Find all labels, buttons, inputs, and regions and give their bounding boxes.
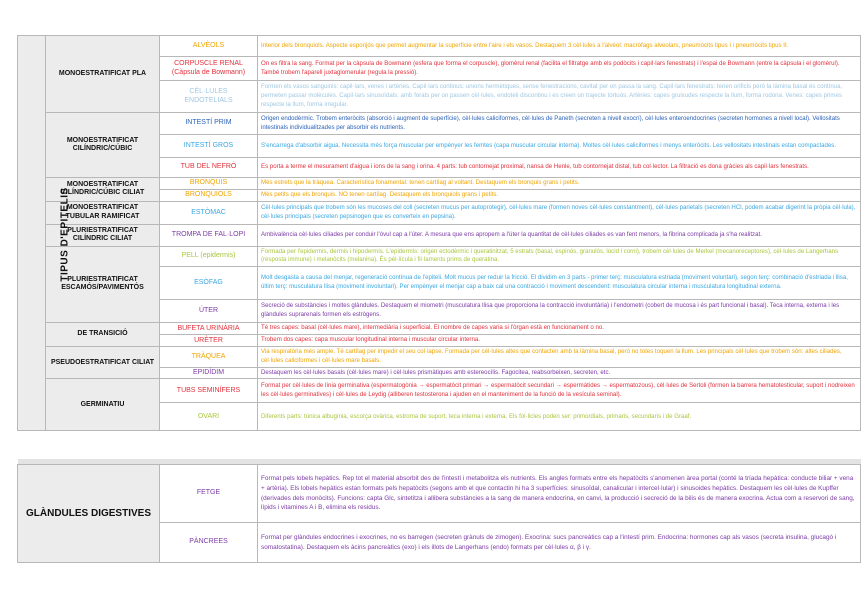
- organ-name: [160, 346, 258, 367]
- gland-category: GLÀNDULES DIGESTIVES: [18, 465, 160, 563]
- organ-name-text: BUFETA URINÀRIA: [177, 324, 240, 332]
- organ-name: [160, 367, 258, 379]
- organ-name-text: INTESTÍ GROS: [183, 141, 234, 149]
- organ-name-note: ENDOTELIALS: [184, 96, 233, 104]
- organ-name: [160, 158, 258, 178]
- organ-description: Es porta a terme el mesurament d'aigua i ions de la sang i orina. 4 parts: tub contornejat proximal, nansa de Henle, tub contornejat distal, tub col·lector. La filtració es dona gràcies als capil·lars fenestrats.: [258, 158, 861, 178]
- organ-description: Molt desgasta a causa del menjar, regeneració contínua de l'epiteli. Molt mucus per reduir la fricció. El dividim en 3 parts - primer terç: musculatura estriada (moviment voluntari), segon terç: combinació d'estriada i llisa, últim terç: musculatura llisa (moviment involuntari). Per empènyer el menjar cap a baix cal una contracció i moviment descendent: musculatura circular interna i musculatura longitudinal externa.: [258, 267, 861, 300]
- epithelium-row: [18, 178, 861, 190]
- organ-name: [160, 323, 258, 335]
- organ-name-text: BRONQUIOLS: [185, 191, 232, 199]
- organ-name: [160, 246, 258, 267]
- epithelium-category: MONOESTRATIFICAT PLA: [46, 36, 160, 113]
- organ-description: Via respiratòria més ample. Té cartílag per impedir el seu col·lapse. Formada per cèl·lules altes que contacten amb la làmina basal, però no totes toquen la llum. Les principals cèl·lules que trobem són: altes ciliades, cèl·lules caliciformes i cèl·lules mare basals.: [258, 346, 861, 367]
- organ-name: [160, 135, 258, 158]
- organ-description: Trobem dos capes: capa muscular longitudinal interna i muscular circular interna.: [258, 335, 861, 347]
- epithelium-row: [18, 224, 861, 246]
- epithelia-table: [17, 35, 861, 431]
- organ-name: [160, 300, 258, 323]
- organ-name: [160, 36, 258, 57]
- organ-name: [160, 57, 258, 81]
- organ-name: [160, 335, 258, 347]
- epithelium-row: [18, 36, 861, 57]
- epithelium-category: MONOESTRATIFICAT CILÍNDRIC/CÚBIC CILIAT: [46, 178, 160, 202]
- organ-description: Formen els vasos sanguinis: capil·lars, venes i artèries. Capil·lars continus: unions hermètiques, sense fenestracions, cavitat per on passa la sang. Capil·lars fenestrats: tenen orificis però la làmina basal és contínua, permeten passar molècules. Capil·lars sinusoïdals: amb forats per on passen cèl·lules, endoteli discontinu i es creen un trajecte tortuós. Artèries: capes gruixudes respecte la llum, forma rodona. Venes: capes primes respecte la llum, forma irregular.: [258, 81, 861, 113]
- organ-name: [160, 267, 258, 300]
- epithelium-category: PSEUDOESTRATIFICAT CILIAT: [46, 346, 160, 378]
- epithelium-category: GERMINATIU: [46, 379, 160, 431]
- epithelium-category: PLURIESTRATIFICAT CILÍNDRIC CILIAT: [46, 224, 160, 246]
- organ-description: Secreció de substàncies i moltes glàndules. Destaquem el miometri (musculatura llisa que proporciona la contracció involuntària) i l'endometri (cobert de mucosa i és part funcional i basal). Teca interna, externa i les glàndules suprarenals formen els estrògens.: [258, 300, 861, 323]
- epithelium-row: [18, 379, 861, 403]
- organ-description: Destaquem les cèl·lules basals (cèl·lules mare) i cèl·lules prismàtiques amb estereocílis. Fagocitea, reabsorbeixen, secreten, etc.: [258, 367, 861, 379]
- epithelium-row: [18, 323, 861, 335]
- organ-name: [160, 379, 258, 403]
- organ-name: [160, 224, 258, 246]
- organ-description: Format per cèl·lules de línia germinativa (espermatogònia → espermatòcit primari → espermatòcit secundari → espermàtides → espermatozous), cèl·lules de Sertoli (formen la barrera hematotesticular, suport i nodreixen les cèl·lules germinatives) i cèl·lules de Leydig (alliberen testosterona i ajuden en el manteniment de la funció de la vesícula seminal).: [258, 379, 861, 403]
- organ-name: [160, 403, 258, 431]
- organ-description: Formada per l'epidermis, dermis i hipodermis. L'epidermis: origen ectodèrmic i queratinitzat, 5 estrats (basal, espinós, granulós, lúcid i corni), trobem cèl·lules de Merkel (mecanoreceptores), cèl·lules de Langerhans (resposta immune) i melanòcits (melanina). És pèl·lícula i fil·laments prims de queratina.: [258, 246, 861, 267]
- organ-name-text: BRONQUIS: [189, 179, 228, 187]
- epithelium-row: [18, 346, 861, 367]
- organ-description: On es filtra la sang. Format per la càpsula de Bowmann (esfera que forma el corpuscle), glomèrul renal (facilita el filtratge amb els podòcits i capil·lars fenestrats) i l'espai de Bowmann (entre la càpsula i el glomèrul). També trobem l'aparell juxtaglomerular (regula la pressió).: [258, 57, 861, 81]
- organ-name-text: ESÒFAG: [194, 279, 223, 287]
- gland-description: Format pels lobels hepàtics. Rep tot el material absorbit des de l'intestí i metabolitza els nutrients. Els angles formats entre els hepatòcits s'anomenen àrea portal (conté la tríada hepàtica: conducte biliar + vena + artèria). Els lobels hepàtics estan formats pels hepatòcits (segons amb el que contactin hi ha 3 superfícies: sinusoïdal, canalicular i intercel·lular) i sinusoides hepàtics. Destaquem les cèl·lules de Kupffer (derivades dels monòcits). Funcions: capta Glc, sintetitza i allibera substàncies a la sang de manera endocrina, en canvi, la producció i secreció de la bilis és de manera exocrina. Actua com a reservori de sang, lípids i vitamines A i B, elimina els residus.: [258, 465, 861, 523]
- gland-name: PÀNCREES: [160, 523, 258, 563]
- organ-name: [160, 178, 258, 190]
- organ-description: Més estrets que la tràquea. Característica fonamental: tenen cartílag al voltant. Destaquem els bronquis grans i petits.: [258, 178, 861, 190]
- organ-name: [160, 113, 258, 135]
- organ-name-text: URÈTER: [194, 336, 223, 344]
- organ-name-text: EPIDÍDIM: [192, 369, 225, 377]
- gland-name: FETGE: [160, 465, 258, 523]
- epithelium-category: MONOESTRATIFICAT CILÍNDRIC/CÚBIC: [46, 113, 160, 178]
- organ-description: Ambivalència cèl·lules ciliades per conduir l'òvul cap a l'úter. A mesura que ens apropem a l'úter la quantitat de cèl·lules ciliades es van fent menors, la fibrina complicada ja s'ha realitzat.: [258, 224, 861, 246]
- epithelium-row: [18, 113, 861, 135]
- organ-name-text: ALVÈOLS: [192, 41, 225, 49]
- organ-description: Més petits que els bronquis. NO tenen cartílag. Destaquem els bronquiols grans i petits.: [258, 189, 861, 201]
- organ-name: [160, 81, 258, 113]
- epithelium-row: [18, 201, 861, 224]
- epithelium-category: DE TRANSICIÓ: [46, 323, 160, 347]
- organ-name-note: (Càpsula de Bowmann): [171, 68, 246, 76]
- gland-description: Format per glàndules endocrines i exocrines, no es barregen (secreten grànuls de zimogen). Exocrina: sucs pancreàtics cap a l'intestí prim. Endocrina: hormones cap als vasos (secreta insulina, glucagó i somatostatina). Destaquem els àcins pancreàtics (exo) i els illots de Langerhans (endo) formats per cèl·lules α, β i γ.: [258, 523, 861, 563]
- gland-row: [18, 465, 861, 523]
- epithelium-category: MONOESTRATIFICAT TUBULAR RAMIFICAT: [46, 201, 160, 224]
- epithelium-row: [18, 246, 861, 267]
- organ-name-text: TUB DEL NEFRÓ: [180, 163, 237, 171]
- organ-description: S'encarrega d'absorbir aigua. Necessita més força muscular per empènyer les femtes (capa muscular circular interna). Moltes cèl·lules caliciformes i menys enteròcits. Les vellositats intestinals estan compactades.: [258, 135, 861, 158]
- section-title-text: TIPUS D'EPITELIS: [59, 187, 71, 282]
- organ-description: Cèl·lules principals que trobem són les mucoses del coll (secreten mucus per autoprotegir), cèl·lules mare (formen noves cèl·lules constantment), cèl·lules parietals (secreten HCl, podem acabar digerint la pròpia cèl·lula), cèl·lules principals (secreten pepsinogen que es converteix en pepsina).: [258, 201, 861, 224]
- organ-name-text: TUBS SEMINÍFERS: [176, 386, 241, 394]
- organ-description: Té tres capes: basal (cèl·lules mare), intermediària i superficial. El nombre de capes varia si l'òrgan està en funcionament o no.: [258, 323, 861, 335]
- epithelium-category: PLURIESTRATIFICAT ESCAMÓS/PAVIMENTÓS: [46, 246, 160, 323]
- organ-name-text: CÈL·LULES: [189, 88, 228, 96]
- organ-name-text: ÚTER: [198, 307, 219, 315]
- organ-description: Interior dels bronquiols. Aspecte esponjós que permet augmentar la superfície entre l'aire i els vasos. Destaquem 3 cèl·lules a l'alvèol: macròfags alveolars, pneumòcits tipus I i pneumòcits tipus II.: [258, 36, 861, 57]
- organ-description: Origen endodèrmic. Trobem enteròcits (absorció i augment de superfície), cèl·lules caliciformes, cèl·lules de Paneth (secreten a nivell exocrí), cèl·lules enteroendocrines (secreten hormones a nivell local). Vellositats intestinals individualitzades per absorbir els nutrients.: [258, 113, 861, 135]
- organ-name-text: TRÀQUEA: [191, 352, 226, 360]
- organ-name: [160, 189, 258, 201]
- organ-name-text: PELL (epidermis): [181, 252, 236, 260]
- organ-name-text: CORPUSCLE RENAL: [174, 60, 243, 68]
- organ-description: Diferents parts: túnica albugínia, escorça ovàrica, estroma de suport, teca interna i externa. Els fol·licles poden ser: primordials, primaris, secundaris i de Graaf.: [258, 403, 861, 431]
- organ-name-text: ESTÒMAC: [191, 208, 226, 216]
- organ-name-text: OVARI: [197, 412, 220, 420]
- organ-name-text: TROMPA DE FAL·LOPI: [171, 231, 246, 239]
- section-title: [18, 36, 71, 431]
- glands-table: [17, 459, 861, 563]
- organ-name-text: INTESTÍ PRIM: [185, 119, 232, 127]
- organ-name: [160, 201, 258, 224]
